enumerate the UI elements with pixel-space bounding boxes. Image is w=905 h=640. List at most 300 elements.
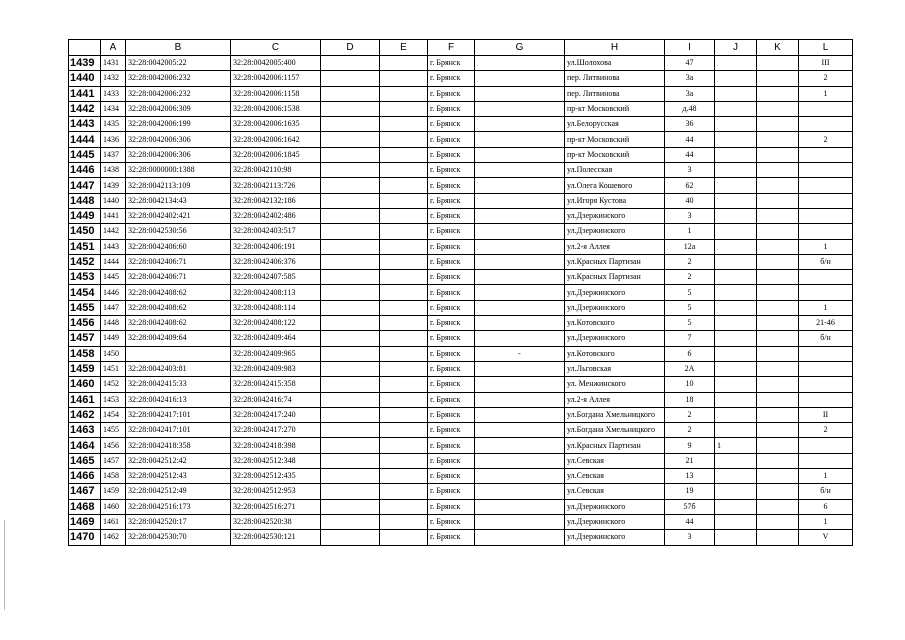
cell-b[interactable]: 32:28:0042134:43	[126, 193, 231, 208]
cell-l[interactable]	[799, 392, 853, 407]
cell-g[interactable]	[475, 147, 565, 162]
cell-i[interactable]: 5	[665, 300, 715, 315]
cell-f[interactable]: г. Брянск	[428, 193, 475, 208]
cell-b[interactable]: 32:28:0042512:49	[126, 484, 231, 499]
row-number[interactable]: 1440	[69, 71, 101, 86]
cell-k[interactable]	[757, 239, 799, 254]
row-number[interactable]: 1447	[69, 178, 101, 193]
cell-g[interactable]	[475, 514, 565, 529]
cell-b[interactable]: 32:28:0042006:306	[126, 147, 231, 162]
cell-h[interactable]: ул.Дзержинского	[565, 208, 665, 223]
cell-g[interactable]	[475, 163, 565, 178]
cell-h[interactable]: ул.Севская	[565, 469, 665, 484]
cell-h[interactable]: ул.Дзержинского	[565, 224, 665, 239]
cell-g[interactable]: -	[475, 346, 565, 361]
cell-e[interactable]	[380, 346, 428, 361]
cell-h[interactable]: ул.Котовского	[565, 316, 665, 331]
cell-e[interactable]	[380, 178, 428, 193]
cell-a[interactable]: 1435	[101, 117, 126, 132]
cell-e[interactable]	[380, 270, 428, 285]
cell-l[interactable]	[799, 438, 853, 453]
cell-i[interactable]: 19	[665, 484, 715, 499]
cell-d[interactable]	[321, 285, 380, 300]
cell-g[interactable]	[475, 132, 565, 147]
cell-b[interactable]: 32:28:0042512:43	[126, 469, 231, 484]
cell-f[interactable]: г. Брянск	[428, 423, 475, 438]
cell-d[interactable]	[321, 331, 380, 346]
cell-a[interactable]: 1449	[101, 331, 126, 346]
cell-h[interactable]: ул.Котовского	[565, 346, 665, 361]
cell-c[interactable]: 32:28:0042418:398	[231, 438, 321, 453]
column-header-e[interactable]: E	[380, 40, 428, 56]
cell-l[interactable]: 2	[799, 132, 853, 147]
cell-e[interactable]	[380, 392, 428, 407]
row-number[interactable]: 1463	[69, 423, 101, 438]
cell-e[interactable]	[380, 514, 428, 529]
cell-i[interactable]: 44	[665, 514, 715, 529]
cell-h[interactable]: ул.Дзержинского	[565, 285, 665, 300]
cell-d[interactable]	[321, 239, 380, 254]
cell-c[interactable]: 32:28:0042006:1635	[231, 117, 321, 132]
cell-d[interactable]	[321, 514, 380, 529]
cell-l[interactable]: 1	[799, 514, 853, 529]
row-number[interactable]: 1466	[69, 469, 101, 484]
cell-c[interactable]: 32:28:0042408:122	[231, 316, 321, 331]
cell-c[interactable]: 32:28:0042416:74	[231, 392, 321, 407]
cell-d[interactable]	[321, 392, 380, 407]
cell-g[interactable]	[475, 392, 565, 407]
cell-d[interactable]	[321, 407, 380, 422]
cell-c[interactable]: 32:28:0042132:186	[231, 193, 321, 208]
cell-j[interactable]	[715, 285, 757, 300]
cell-i[interactable]: 1	[665, 224, 715, 239]
cell-j[interactable]	[715, 361, 757, 376]
cell-g[interactable]	[475, 407, 565, 422]
cell-g[interactable]	[475, 361, 565, 376]
cell-k[interactable]	[757, 86, 799, 101]
cell-i[interactable]: 2А	[665, 361, 715, 376]
cell-b[interactable]: 32:28:0042530:70	[126, 530, 231, 545]
cell-g[interactable]	[475, 270, 565, 285]
cell-e[interactable]	[380, 530, 428, 545]
cell-f[interactable]: г. Брянск	[428, 178, 475, 193]
cell-c[interactable]: 32:28:0042520:38	[231, 514, 321, 529]
cell-j[interactable]	[715, 178, 757, 193]
cell-e[interactable]	[380, 438, 428, 453]
row-number[interactable]: 1470	[69, 530, 101, 545]
cell-a[interactable]: 1450	[101, 346, 126, 361]
cell-b[interactable]: 32:28:0042408:62	[126, 300, 231, 315]
cell-i[interactable]: 21	[665, 453, 715, 468]
row-number[interactable]: 1457	[69, 331, 101, 346]
cell-l[interactable]	[799, 117, 853, 132]
cell-a[interactable]: 1434	[101, 101, 126, 116]
cell-c[interactable]: 32:28:0042512:953	[231, 484, 321, 499]
cell-b[interactable]: 32:28:0042516:173	[126, 499, 231, 514]
cell-h[interactable]: ул.Богдана Хмельницкого	[565, 407, 665, 422]
cell-j[interactable]	[715, 132, 757, 147]
cell-b[interactable]: 32:28:0042408:62	[126, 316, 231, 331]
cell-k[interactable]	[757, 56, 799, 71]
column-header-f[interactable]: F	[428, 40, 475, 56]
cell-b[interactable]: 32:28:0042402:421	[126, 208, 231, 223]
cell-j[interactable]	[715, 377, 757, 392]
cell-k[interactable]	[757, 438, 799, 453]
cell-k[interactable]	[757, 469, 799, 484]
cell-j[interactable]	[715, 331, 757, 346]
cell-k[interactable]	[757, 300, 799, 315]
cell-b[interactable]: 32:28:0000000:1388	[126, 163, 231, 178]
cell-f[interactable]: г. Брянск	[428, 346, 475, 361]
cell-b[interactable]: 32:28:0042403:81	[126, 361, 231, 376]
cell-h[interactable]: ул.Олега Кошевого	[565, 178, 665, 193]
cell-f[interactable]: г. Брянск	[428, 331, 475, 346]
cell-f[interactable]: г. Брянск	[428, 361, 475, 376]
cell-k[interactable]	[757, 499, 799, 514]
cell-g[interactable]	[475, 469, 565, 484]
cell-c[interactable]: 32:28:0042407:585	[231, 270, 321, 285]
cell-g[interactable]	[475, 239, 565, 254]
cell-i[interactable]: 2	[665, 407, 715, 422]
cell-c[interactable]: 32:28:0042408:114	[231, 300, 321, 315]
cell-f[interactable]: г. Брянск	[428, 285, 475, 300]
cell-c[interactable]: 32:28:0042417:270	[231, 423, 321, 438]
row-number[interactable]: 1450	[69, 224, 101, 239]
cell-b[interactable]: 32:28:0042006:232	[126, 71, 231, 86]
cell-b[interactable]: 32:28:0042416:13	[126, 392, 231, 407]
cell-e[interactable]	[380, 86, 428, 101]
row-number[interactable]: 1453	[69, 270, 101, 285]
cell-a[interactable]: 1431	[101, 56, 126, 71]
cell-h[interactable]: ул.Дзержинского	[565, 331, 665, 346]
row-number[interactable]: 1452	[69, 254, 101, 269]
column-header-b[interactable]: B	[126, 40, 231, 56]
row-number[interactable]: 1459	[69, 361, 101, 376]
cell-f[interactable]: г. Брянск	[428, 71, 475, 86]
cell-c[interactable]: 32:28:0042113:726	[231, 178, 321, 193]
cell-e[interactable]	[380, 239, 428, 254]
cell-j[interactable]	[715, 208, 757, 223]
cell-e[interactable]	[380, 499, 428, 514]
cell-e[interactable]	[380, 101, 428, 116]
cell-l[interactable]: 6	[799, 499, 853, 514]
cell-b[interactable]: 32:28:0042415:33	[126, 377, 231, 392]
cell-i[interactable]: 6	[665, 346, 715, 361]
cell-l[interactable]: 1	[799, 86, 853, 101]
cell-g[interactable]	[475, 193, 565, 208]
cell-k[interactable]	[757, 193, 799, 208]
cell-i[interactable]: 9	[665, 438, 715, 453]
cell-j[interactable]	[715, 193, 757, 208]
cell-e[interactable]	[380, 163, 428, 178]
cell-i[interactable]: 12а	[665, 239, 715, 254]
cell-i[interactable]: 44	[665, 147, 715, 162]
column-header-k[interactable]: K	[757, 40, 799, 56]
cell-d[interactable]	[321, 147, 380, 162]
cell-e[interactable]	[380, 300, 428, 315]
cell-j[interactable]	[715, 254, 757, 269]
cell-h[interactable]: ул.Дзержинского	[565, 530, 665, 545]
cell-k[interactable]	[757, 377, 799, 392]
cell-j[interactable]	[715, 514, 757, 529]
cell-h[interactable]: пр-кт Московский	[565, 147, 665, 162]
cell-f[interactable]: г. Брянск	[428, 438, 475, 453]
cell-a[interactable]: 1440	[101, 193, 126, 208]
cell-l[interactable]: б/н	[799, 254, 853, 269]
cell-f[interactable]: г. Брянск	[428, 163, 475, 178]
cell-l[interactable]	[799, 361, 853, 376]
cell-c[interactable]: 32:28:0042110:98	[231, 163, 321, 178]
cell-e[interactable]	[380, 316, 428, 331]
cell-l[interactable]: 2	[799, 423, 853, 438]
cell-c[interactable]: 32:28:0042409:983	[231, 361, 321, 376]
cell-g[interactable]	[475, 331, 565, 346]
cell-i[interactable]: 5	[665, 316, 715, 331]
cell-e[interactable]	[380, 254, 428, 269]
cell-f[interactable]: г. Брянск	[428, 377, 475, 392]
cell-i[interactable]: 7	[665, 331, 715, 346]
cell-f[interactable]: г. Брянск	[428, 484, 475, 499]
cell-d[interactable]	[321, 71, 380, 86]
row-number[interactable]: 1467	[69, 484, 101, 499]
cell-b[interactable]: 32:28:0042006:309	[126, 101, 231, 116]
cell-d[interactable]	[321, 423, 380, 438]
cell-h[interactable]: ул.2-я Аллея	[565, 392, 665, 407]
cell-h[interactable]: ул.Севская	[565, 484, 665, 499]
cell-k[interactable]	[757, 178, 799, 193]
cell-a[interactable]: 1454	[101, 407, 126, 422]
cell-f[interactable]: г. Брянск	[428, 101, 475, 116]
cell-j[interactable]	[715, 56, 757, 71]
cell-f[interactable]: г. Брянск	[428, 407, 475, 422]
cell-g[interactable]	[475, 86, 565, 101]
cell-l[interactable]: II	[799, 407, 853, 422]
row-number[interactable]: 1458	[69, 346, 101, 361]
column-header-c[interactable]: C	[231, 40, 321, 56]
cell-h[interactable]: пр-кт Московский	[565, 132, 665, 147]
cell-e[interactable]	[380, 71, 428, 86]
cell-h[interactable]: ул.Белорусская	[565, 117, 665, 132]
cell-i[interactable]: 3	[665, 163, 715, 178]
cell-l[interactable]	[799, 346, 853, 361]
cell-j[interactable]	[715, 484, 757, 499]
cell-j[interactable]	[715, 469, 757, 484]
cell-d[interactable]	[321, 438, 380, 453]
cell-f[interactable]: г. Брянск	[428, 499, 475, 514]
row-number[interactable]: 1451	[69, 239, 101, 254]
cell-a[interactable]: 1445	[101, 270, 126, 285]
cell-i[interactable]: 3а	[665, 71, 715, 86]
cell-i[interactable]: 57б	[665, 499, 715, 514]
cell-a[interactable]: 1437	[101, 147, 126, 162]
cell-k[interactable]	[757, 530, 799, 545]
cell-k[interactable]	[757, 484, 799, 499]
cell-a[interactable]: 1441	[101, 208, 126, 223]
cell-e[interactable]	[380, 423, 428, 438]
cell-e[interactable]	[380, 117, 428, 132]
cell-g[interactable]	[475, 530, 565, 545]
cell-i[interactable]: 3	[665, 530, 715, 545]
cell-a[interactable]: 1442	[101, 224, 126, 239]
cell-h[interactable]: ул.Льговская	[565, 361, 665, 376]
cell-d[interactable]	[321, 270, 380, 285]
cell-f[interactable]: г. Брянск	[428, 453, 475, 468]
cell-a[interactable]: 1451	[101, 361, 126, 376]
cell-j[interactable]	[715, 117, 757, 132]
cell-a[interactable]: 1457	[101, 453, 126, 468]
cell-h[interactable]: ул.Красных Партизан	[565, 254, 665, 269]
cell-j[interactable]	[715, 163, 757, 178]
cell-e[interactable]	[380, 484, 428, 499]
row-number[interactable]: 1445	[69, 147, 101, 162]
cell-k[interactable]	[757, 147, 799, 162]
row-number[interactable]: 1460	[69, 377, 101, 392]
cell-c[interactable]: 32:28:0042402:486	[231, 208, 321, 223]
cell-d[interactable]	[321, 361, 380, 376]
cell-k[interactable]	[757, 361, 799, 376]
cell-i[interactable]: 2	[665, 254, 715, 269]
cell-i[interactable]: 40	[665, 193, 715, 208]
cell-i[interactable]: 47	[665, 56, 715, 71]
cell-j[interactable]	[715, 300, 757, 315]
cell-l[interactable]	[799, 270, 853, 285]
cell-d[interactable]	[321, 101, 380, 116]
cell-e[interactable]	[380, 208, 428, 223]
cell-c[interactable]: 32:28:0042006:1845	[231, 147, 321, 162]
row-number[interactable]: 1455	[69, 300, 101, 315]
cell-g[interactable]	[475, 71, 565, 86]
cell-b[interactable]: 32:28:0042512:42	[126, 453, 231, 468]
cell-k[interactable]	[757, 163, 799, 178]
cell-c[interactable]: 32:28:0042005:400	[231, 56, 321, 71]
row-number[interactable]: 1444	[69, 132, 101, 147]
cell-f[interactable]: г. Брянск	[428, 147, 475, 162]
cell-a[interactable]: 1461	[101, 514, 126, 529]
cell-d[interactable]	[321, 377, 380, 392]
cell-g[interactable]	[475, 316, 565, 331]
cell-k[interactable]	[757, 407, 799, 422]
cell-a[interactable]: 1458	[101, 469, 126, 484]
cell-f[interactable]: г. Брянск	[428, 224, 475, 239]
cell-k[interactable]	[757, 392, 799, 407]
cell-i[interactable]: 2	[665, 423, 715, 438]
cell-b[interactable]	[126, 346, 231, 361]
cell-g[interactable]	[475, 208, 565, 223]
cell-h[interactable]: ул.Шолохова	[565, 56, 665, 71]
column-header-h[interactable]: H	[565, 40, 665, 56]
cell-j[interactable]	[715, 407, 757, 422]
cell-b[interactable]: 32:28:0042530:56	[126, 224, 231, 239]
row-number[interactable]: 1446	[69, 163, 101, 178]
cell-k[interactable]	[757, 101, 799, 116]
cell-f[interactable]: г. Брянск	[428, 300, 475, 315]
cell-a[interactable]: 1452	[101, 377, 126, 392]
cell-d[interactable]	[321, 484, 380, 499]
cell-k[interactable]	[757, 117, 799, 132]
row-number[interactable]: 1465	[69, 453, 101, 468]
cell-b[interactable]: 32:28:0042406:71	[126, 270, 231, 285]
cell-h[interactable]: пер. Литвинова	[565, 71, 665, 86]
cell-b[interactable]: 32:28:0042006:306	[126, 132, 231, 147]
corner-header[interactable]	[69, 40, 101, 56]
cell-j[interactable]	[715, 453, 757, 468]
cell-e[interactable]	[380, 407, 428, 422]
cell-l[interactable]: б/н	[799, 331, 853, 346]
cell-e[interactable]	[380, 469, 428, 484]
cell-a[interactable]: 1460	[101, 499, 126, 514]
cell-k[interactable]	[757, 71, 799, 86]
cell-l[interactable]: III	[799, 56, 853, 71]
cell-h[interactable]: ул.Севская	[565, 453, 665, 468]
cell-a[interactable]: 1448	[101, 316, 126, 331]
cell-c[interactable]: 32:28:0042406:376	[231, 254, 321, 269]
cell-l[interactable]: 1	[799, 300, 853, 315]
cell-b[interactable]: 32:28:0042006:199	[126, 117, 231, 132]
cell-d[interactable]	[321, 300, 380, 315]
cell-c[interactable]: 32:28:0042409:464	[231, 331, 321, 346]
cell-c[interactable]: 32:28:0042530:121	[231, 530, 321, 545]
cell-g[interactable]	[475, 377, 565, 392]
cell-d[interactable]	[321, 224, 380, 239]
cell-f[interactable]: г. Брянск	[428, 117, 475, 132]
cell-g[interactable]	[475, 254, 565, 269]
cell-i[interactable]: 44	[665, 132, 715, 147]
cell-h[interactable]: ул.Красных Партизан	[565, 270, 665, 285]
cell-e[interactable]	[380, 285, 428, 300]
cell-h[interactable]: ул.Игоря Кустова	[565, 193, 665, 208]
cell-g[interactable]	[475, 224, 565, 239]
cell-i[interactable]: 3а	[665, 86, 715, 101]
cell-c[interactable]: 32:28:0042417:240	[231, 407, 321, 422]
cell-h[interactable]: ул.2-я Аллея	[565, 239, 665, 254]
cell-g[interactable]	[475, 101, 565, 116]
row-number[interactable]: 1469	[69, 514, 101, 529]
cell-f[interactable]: г. Брянск	[428, 208, 475, 223]
cell-k[interactable]	[757, 514, 799, 529]
cell-e[interactable]	[380, 377, 428, 392]
cell-c[interactable]: 32:28:0042409:965	[231, 346, 321, 361]
cell-d[interactable]	[321, 132, 380, 147]
cell-d[interactable]	[321, 178, 380, 193]
cell-j[interactable]	[715, 423, 757, 438]
cell-j[interactable]	[715, 499, 757, 514]
cell-g[interactable]	[475, 499, 565, 514]
cell-i[interactable]: 2	[665, 270, 715, 285]
row-number[interactable]: 1461	[69, 392, 101, 407]
row-number[interactable]: 1448	[69, 193, 101, 208]
cell-l[interactable]: 21-46	[799, 316, 853, 331]
cell-d[interactable]	[321, 208, 380, 223]
cell-c[interactable]: 32:28:0042403:517	[231, 224, 321, 239]
cell-g[interactable]	[475, 453, 565, 468]
cell-i[interactable]: д.48	[665, 101, 715, 116]
cell-i[interactable]: 5	[665, 285, 715, 300]
column-header-g[interactable]: G	[475, 40, 565, 56]
cell-h[interactable]: ул. Менжинского	[565, 377, 665, 392]
cell-b[interactable]: 32:28:0042005:22	[126, 56, 231, 71]
cell-c[interactable]: 32:28:0042006:1642	[231, 132, 321, 147]
cell-j[interactable]	[715, 239, 757, 254]
cell-f[interactable]: г. Брянск	[428, 469, 475, 484]
cell-g[interactable]	[475, 285, 565, 300]
row-number[interactable]: 1464	[69, 438, 101, 453]
row-number[interactable]: 1439	[69, 56, 101, 71]
cell-l[interactable]	[799, 147, 853, 162]
cell-j[interactable]	[715, 392, 757, 407]
cell-j[interactable]	[715, 530, 757, 545]
cell-c[interactable]: 32:28:0042516:271	[231, 499, 321, 514]
cell-g[interactable]	[475, 438, 565, 453]
